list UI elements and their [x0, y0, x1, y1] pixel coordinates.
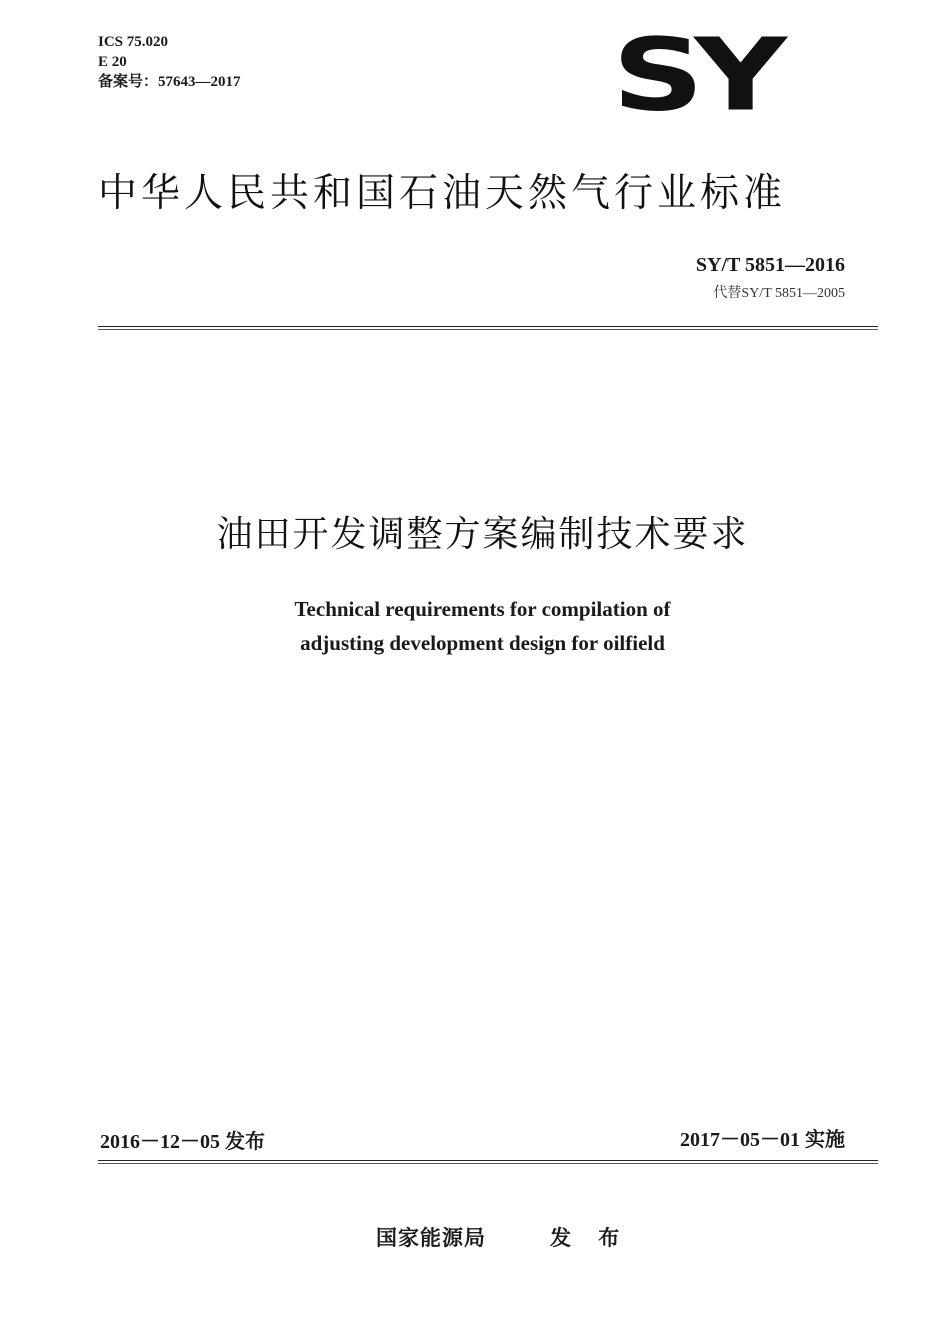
- publish-label: 发 布: [550, 1226, 630, 1250]
- filing-number: 备案号：57643—2017: [98, 74, 241, 90]
- title-english-line-1: Technical requirements for compilation of: [294, 597, 671, 621]
- bottom-divider: [98, 1160, 878, 1164]
- issue-date: 2016－12－05 发布: [100, 1131, 265, 1153]
- standard-code: SY/T 5851—2016: [695, 254, 845, 276]
- replaces-note: 代替SY/T 5851—2005: [713, 286, 845, 301]
- classification-code: E 20: [98, 54, 127, 70]
- sy-logo: SY: [612, 17, 777, 134]
- standard-category: 中华人民共和国石油天然气行业标准: [98, 171, 787, 216]
- ics-code: ICS 75.020: [98, 34, 169, 50]
- publisher-name: 国家能源局: [376, 1226, 486, 1250]
- implementation-date: 2017－05－01 实施: [680, 1129, 845, 1151]
- top-divider: [98, 326, 878, 330]
- title-english-line-2: adjusting development design for oilfield: [300, 631, 665, 655]
- title-chinese: 油田开发调整方案编制技术要求: [216, 514, 749, 555]
